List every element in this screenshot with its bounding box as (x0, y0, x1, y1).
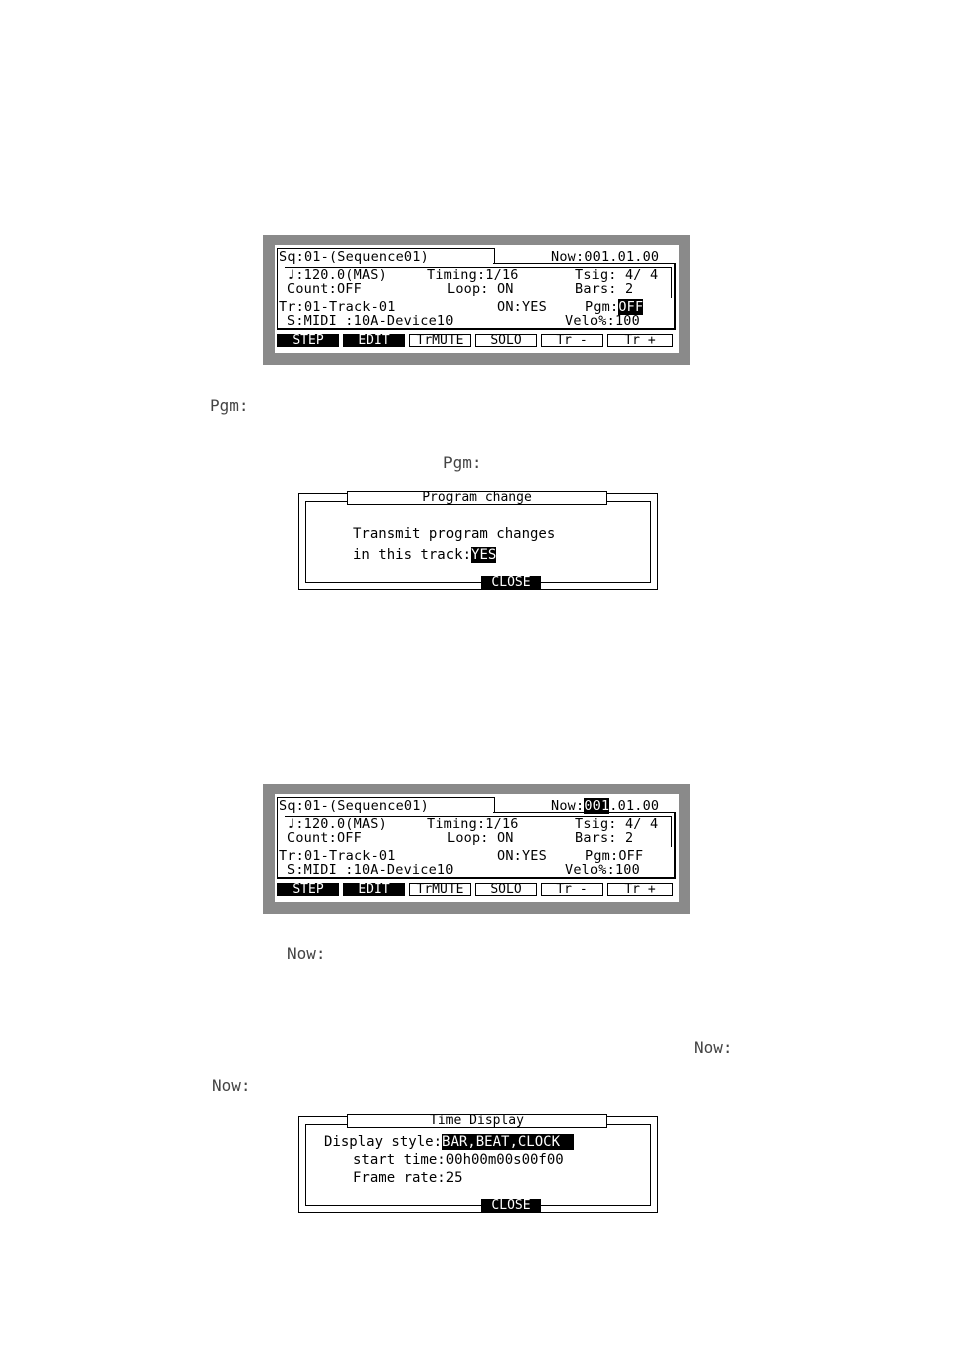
pgm-caption-1: Pgm: (210, 396, 249, 415)
pgm-value[interactable]: OFF (618, 299, 644, 315)
sequence-field[interactable]: Sq:01-(Sequence01) (279, 798, 429, 814)
sequence-field[interactable]: Sq:01-(Sequence01) (279, 249, 429, 265)
dialog-line-2: in this track:YES (353, 547, 497, 563)
transmit-value[interactable]: YES (471, 547, 497, 563)
tsig-field[interactable]: Tsig: 4/ 4 (575, 816, 659, 832)
count-field[interactable]: Count:OFF (287, 281, 362, 297)
lcd-screen-2 (263, 784, 690, 914)
pgm-caption-2: Pgm: (443, 453, 482, 472)
start-time-row: start time:00h00m00s00f00 (353, 1152, 564, 1168)
dialog-line-1: Transmit program changes (353, 526, 556, 542)
time-display-dialog (298, 1113, 658, 1213)
pgm-field: Pgm:OFF (585, 299, 644, 315)
now-caption-1: Now: (287, 944, 326, 963)
bars-field[interactable]: Bars: 2 (575, 281, 634, 297)
tab-tr-minus[interactable]: Tr - (541, 334, 603, 347)
lcd-display (275, 245, 679, 353)
now-bar-field[interactable]: 001 (584, 249, 610, 265)
tab-step[interactable]: STEP (277, 334, 339, 347)
close-button[interactable]: CLOSE (481, 1199, 541, 1212)
tab-edit[interactable]: EDIT (343, 334, 405, 347)
tab-solo[interactable]: SOLO (475, 334, 537, 347)
now-label: Now:001.01.00 (551, 249, 660, 265)
now-caption-3: Now: (212, 1076, 251, 1095)
timing-field[interactable]: Timing:1/16 (427, 816, 519, 832)
tab-edit[interactable]: EDIT (343, 883, 405, 896)
track-field[interactable]: Tr:01-Track-01 (279, 848, 396, 864)
tab-step[interactable]: STEP (277, 883, 339, 896)
tempo-field[interactable]: ♩:120.0(MAS) (287, 267, 387, 283)
pgm-value[interactable]: OFF (618, 848, 644, 864)
tab-trmute[interactable]: TrMUTE (409, 883, 471, 896)
velo-field[interactable]: Velo%:100 (565, 313, 640, 329)
close-button[interactable]: CLOSE (481, 576, 541, 589)
smidi-field[interactable]: S:MIDI :10A-Device10 (287, 862, 454, 878)
program-change-dialog (298, 490, 658, 590)
now-bar-field[interactable]: 001 (584, 798, 610, 814)
lcd-screen-1 (263, 235, 690, 365)
pgm-field: Pgm:OFF (585, 848, 644, 864)
dialog-title: Program change (347, 491, 607, 505)
tab-tr-plus[interactable]: Tr + (607, 334, 673, 347)
velo-field[interactable]: Velo%:100 (565, 862, 640, 878)
now-label: Now:001.01.00 (551, 798, 660, 814)
track-field[interactable]: Tr:01-Track-01 (279, 299, 396, 315)
now-caption-2: Now: (694, 1038, 733, 1057)
tab-tr-plus[interactable]: Tr + (607, 883, 673, 896)
tab-solo[interactable]: SOLO (475, 883, 537, 896)
count-field[interactable]: Count:OFF (287, 830, 362, 846)
tab-trmute[interactable]: TrMUTE (409, 334, 471, 347)
display-style-row: Display style:BAR,BEAT,CLOCK (324, 1134, 574, 1150)
loop-field[interactable]: Loop: ON (447, 830, 514, 846)
bars-field[interactable]: Bars: 2 (575, 830, 634, 846)
frame-rate-value[interactable]: 25 (445, 1170, 463, 1186)
smidi-field[interactable]: S:MIDI :10A-Device10 (287, 313, 454, 329)
dialog-title: Time Display (347, 1114, 607, 1128)
tempo-field[interactable]: ♩:120.0(MAS) (287, 816, 387, 832)
on-field[interactable]: ON:YES (497, 848, 547, 864)
timing-field[interactable]: Timing:1/16 (427, 267, 519, 283)
frame-rate-row: Frame rate:25 (353, 1170, 463, 1186)
tab-tr-minus[interactable]: Tr - (541, 883, 603, 896)
display-style-value[interactable]: BAR,BEAT,CLOCK (442, 1134, 574, 1150)
start-time-value[interactable]: 00h00m00s00f00 (445, 1152, 564, 1168)
tsig-field[interactable]: Tsig: 4/ 4 (575, 267, 659, 283)
on-field[interactable]: ON:YES (497, 299, 547, 315)
dialog-inner-frame (305, 501, 651, 583)
loop-field[interactable]: Loop: ON (447, 281, 514, 297)
lcd-display (275, 794, 679, 902)
